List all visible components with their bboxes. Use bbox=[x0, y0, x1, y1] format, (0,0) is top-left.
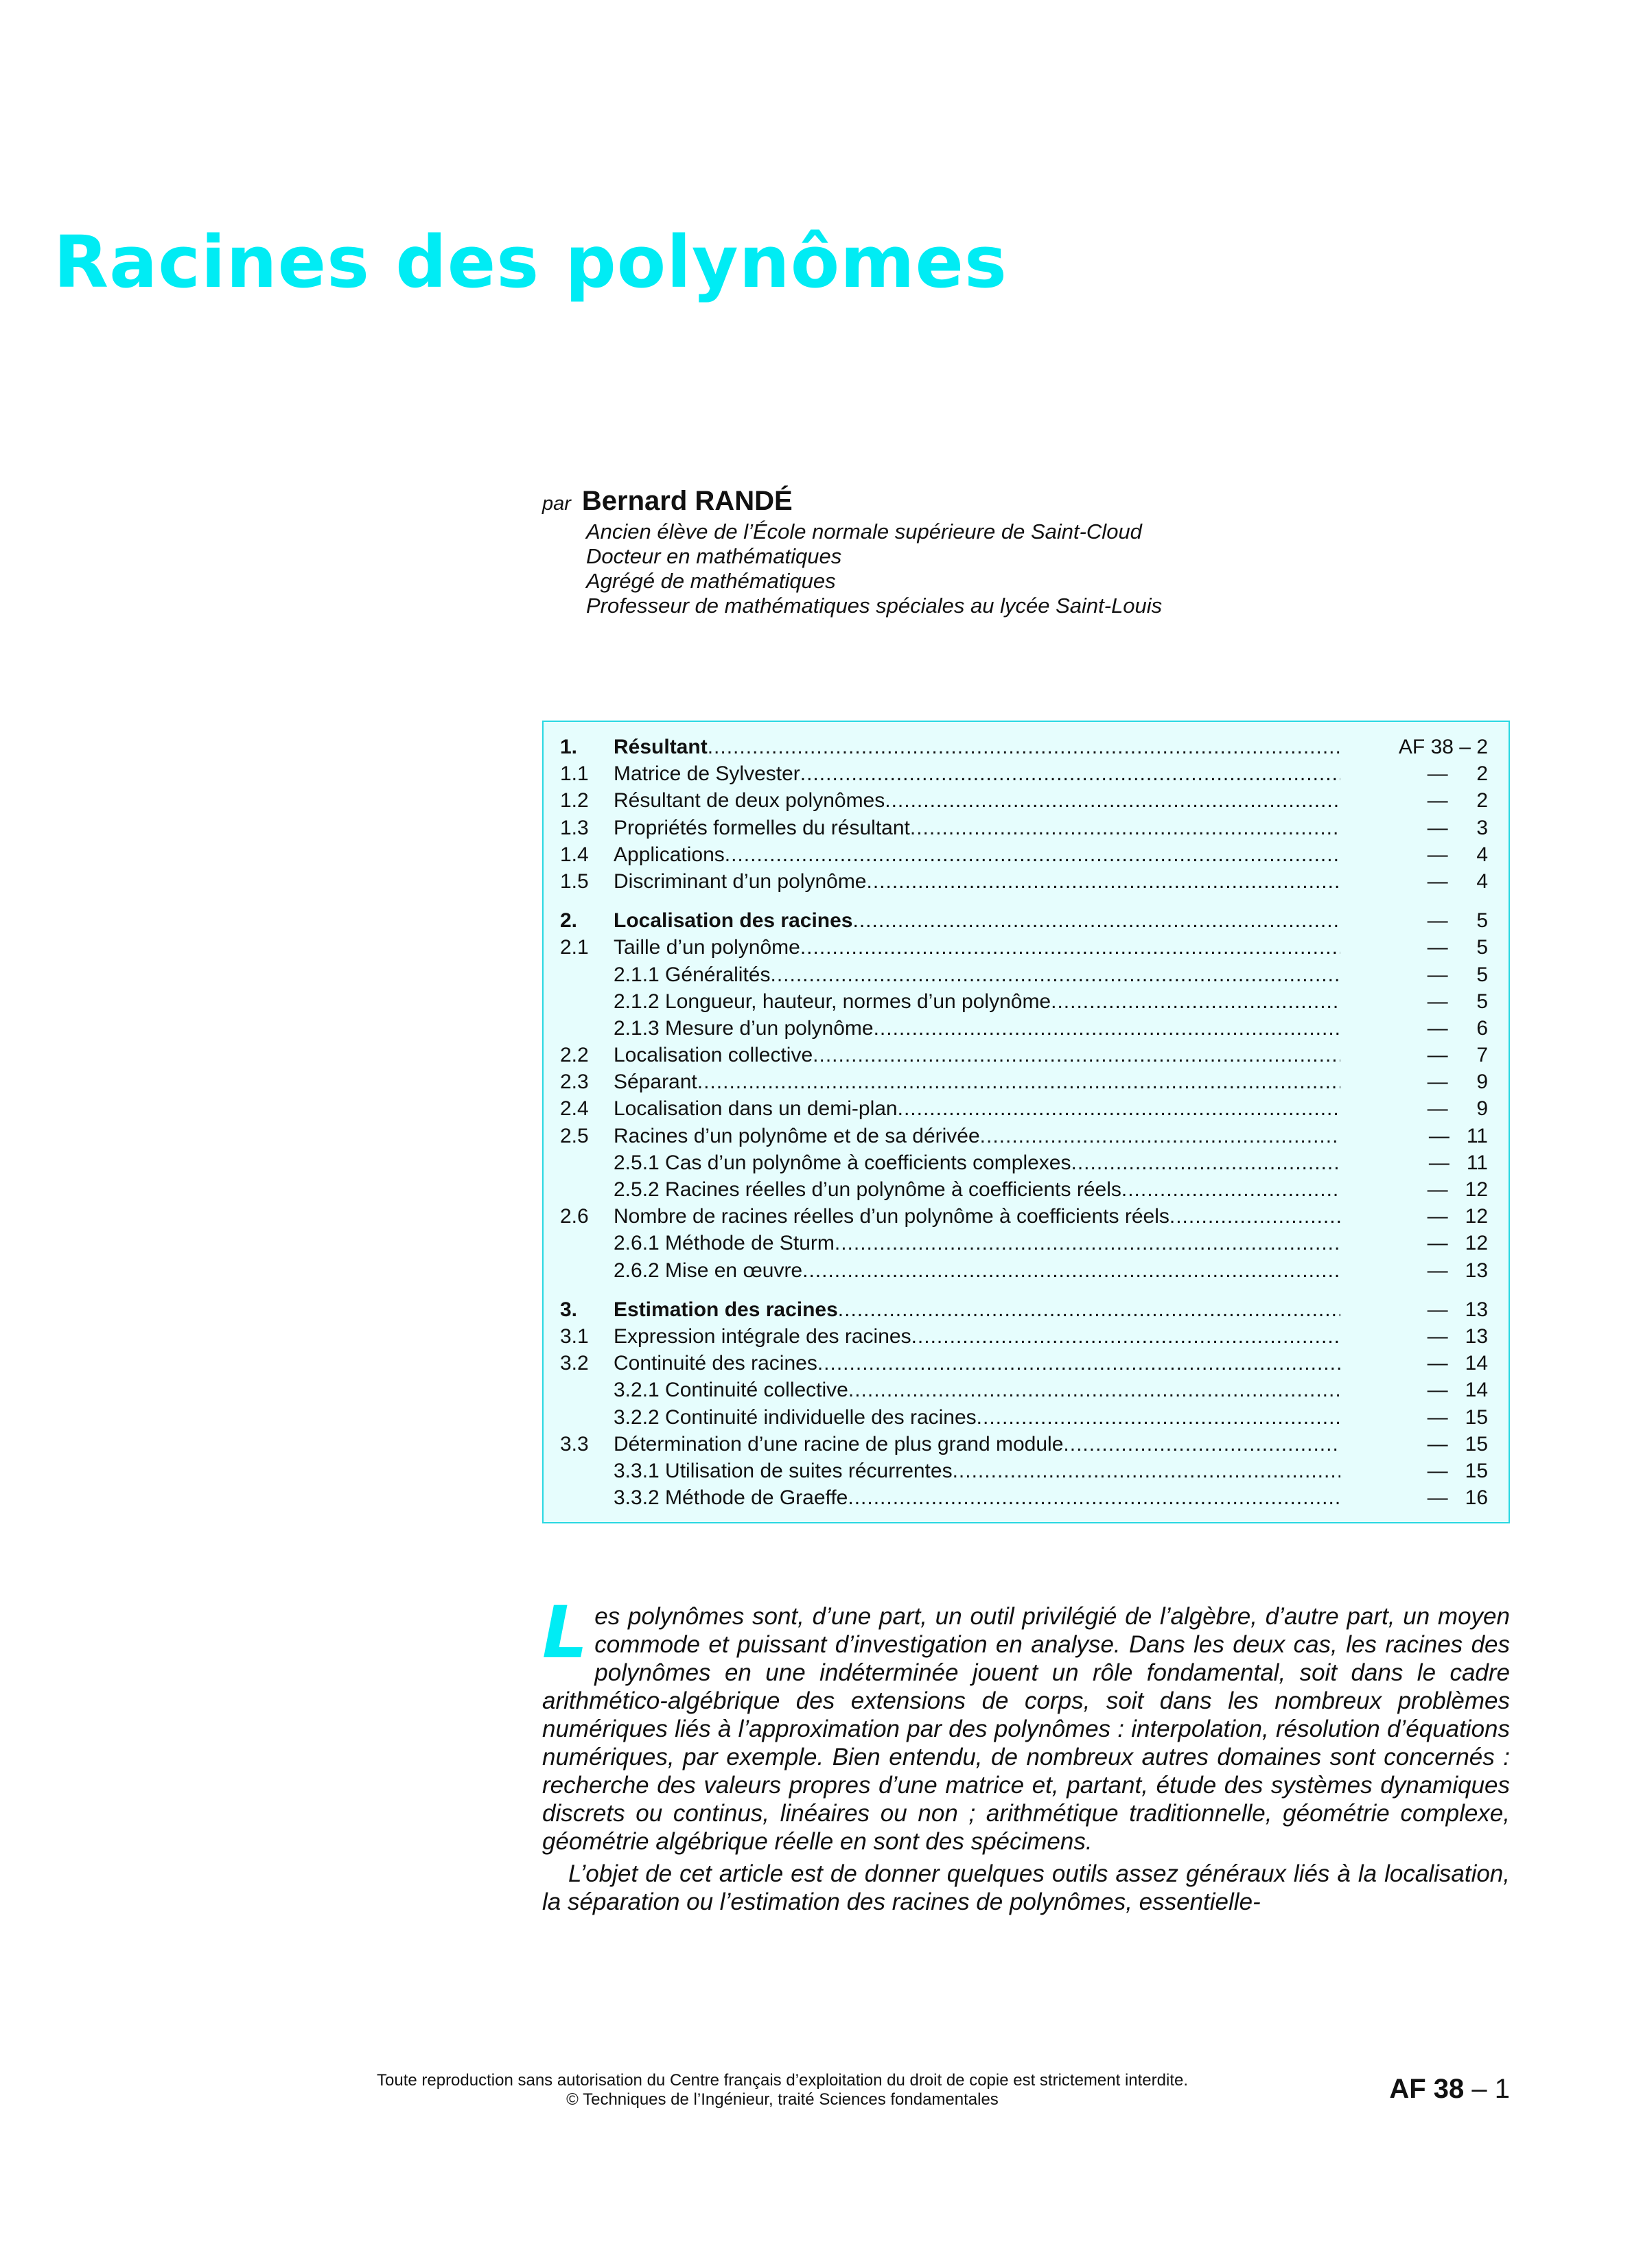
toc-entry bbox=[614, 1379, 1340, 1402]
toc-entry bbox=[614, 1325, 1340, 1348]
toc-label: Racines d’un polynôme et de sa dérivée bbox=[614, 1124, 980, 1147]
toc-row bbox=[560, 1298, 1488, 1325]
toc-label: Discriminant d’un polynôme bbox=[614, 869, 867, 893]
toc-row bbox=[560, 1071, 1488, 1097]
toc-number: 1.5 bbox=[560, 869, 589, 893]
toc-entry bbox=[614, 1125, 1340, 1148]
footer-copyright: © Techniques de l’Ingénieur, traité Sciences fondamentales bbox=[566, 2090, 999, 2109]
toc-entry bbox=[614, 909, 1340, 933]
toc-page: — 4 bbox=[1427, 843, 1488, 866]
toc-number: 1. bbox=[560, 736, 578, 758]
toc-page: AF 38 – 2 bbox=[1398, 736, 1488, 758]
toc-row bbox=[560, 1406, 1488, 1433]
toc-label: Séparant bbox=[614, 1071, 697, 1094]
article-ref: AF 38 bbox=[1389, 2074, 1465, 2104]
toc-label: 2.1.2 Longueur, hauteur, normes d’un polynôme bbox=[614, 990, 1051, 1013]
toc-entry bbox=[614, 1097, 1340, 1121]
toc-label: Localisation des racines bbox=[614, 909, 853, 933]
toc-leader-dots bbox=[697, 1071, 1340, 1094]
toc-number: 3.2 bbox=[560, 1352, 589, 1375]
toc-label: Continuité des racines bbox=[614, 1352, 817, 1375]
toc-page: — 5 bbox=[1427, 990, 1488, 1013]
toc-label: 2.5.1 Cas d’un polynôme à coefficients complexes bbox=[614, 1151, 1071, 1174]
toc-page: — 9 bbox=[1427, 1097, 1488, 1121]
author-line bbox=[542, 486, 1162, 517]
toc-leader-dots bbox=[898, 1097, 1340, 1121]
toc-label: Résultant bbox=[614, 736, 708, 758]
toc-leader-dots bbox=[911, 1325, 1340, 1348]
toc-entry bbox=[614, 1232, 1340, 1255]
toc-row bbox=[560, 1044, 1488, 1071]
toc-leader-dots bbox=[838, 1298, 1340, 1322]
toc-leader-dots bbox=[848, 1486, 1340, 1510]
toc-label: Expression intégrale des racines bbox=[614, 1324, 911, 1348]
toc-page: — 15 bbox=[1427, 1459, 1488, 1482]
toc-label: 2.6.2 Mise en œuvre bbox=[614, 1259, 803, 1282]
toc-number: 2.1 bbox=[560, 936, 589, 959]
toc-leader-dots bbox=[800, 936, 1340, 959]
toc-page: — 2 bbox=[1427, 762, 1488, 786]
toc-row bbox=[560, 1232, 1488, 1259]
toc-row bbox=[560, 789, 1488, 816]
toc-leader-dots bbox=[1121, 1178, 1340, 1202]
toc-row bbox=[560, 1379, 1488, 1405]
toc-entry bbox=[614, 1178, 1340, 1202]
toc-page: — 3 bbox=[1427, 816, 1488, 839]
toc-page: — 5 bbox=[1427, 936, 1488, 959]
toc-page: — 15 bbox=[1427, 1432, 1488, 1456]
drop-cap: L bbox=[542, 1591, 588, 1674]
toc-label: 2.6.1 Méthode de Sturm bbox=[614, 1232, 835, 1255]
toc-row bbox=[560, 1097, 1488, 1124]
toc-row bbox=[560, 817, 1488, 843]
toc-entry bbox=[614, 990, 1340, 1014]
toc-number: 2.4 bbox=[560, 1097, 589, 1121]
toc-entry bbox=[614, 1486, 1340, 1510]
intro-paragraph-2: L’objet de cet article est de donner quelques outils assez généraux liés à la localisation, la séparation ou l’estimation des racines de polynômes, essentielle- bbox=[542, 1860, 1510, 1915]
toc-page: — 11 bbox=[1428, 1151, 1488, 1174]
affiliation: Ancien élève de l’École normale supérieure de Saint-Cloud bbox=[586, 519, 1142, 543]
toc-leader-dots bbox=[852, 909, 1340, 933]
toc-page: — 15 bbox=[1427, 1405, 1488, 1429]
toc-leader-dots bbox=[953, 1460, 1340, 1483]
toc-leader-dots bbox=[813, 1044, 1340, 1067]
toc-number: 2.6 bbox=[560, 1205, 589, 1228]
toc-number: 2.3 bbox=[560, 1071, 589, 1094]
toc-leader-dots bbox=[874, 1017, 1340, 1040]
toc-label: Détermination d’une racine de plus grand module bbox=[614, 1432, 1064, 1456]
toc-row bbox=[560, 736, 1488, 762]
toc-label: Résultant de deux polynômes bbox=[614, 789, 885, 812]
toc-entry bbox=[614, 870, 1340, 893]
toc-page: — 5 bbox=[1427, 963, 1488, 986]
page-title: Racines des polynômes bbox=[54, 220, 1008, 304]
author-prefix: par bbox=[542, 493, 571, 515]
affiliation: Professeur de mathématiques spéciales au lycée Saint-Louis bbox=[586, 594, 1163, 618]
toc-page: — 9 bbox=[1427, 1071, 1488, 1094]
toc-row bbox=[560, 1486, 1488, 1513]
toc-row bbox=[560, 1460, 1488, 1486]
toc-page: — 12 bbox=[1427, 1178, 1488, 1201]
toc-entry bbox=[614, 1406, 1340, 1429]
toc-row bbox=[560, 870, 1488, 897]
toc-label: 3.3.1 Utilisation de suites récurrentes bbox=[614, 1459, 953, 1482]
toc-row bbox=[560, 909, 1488, 936]
toc-label: 2.1.1 Généralités bbox=[614, 963, 771, 986]
toc-label: Taille d’un polynôme bbox=[614, 936, 800, 959]
toc-leader-dots bbox=[1071, 1151, 1341, 1175]
toc-label: Applications bbox=[614, 843, 725, 866]
toc-row bbox=[560, 990, 1488, 1017]
toc-label: 2.1.3 Mesure d’un polynôme bbox=[614, 1016, 874, 1040]
page-reference bbox=[1389, 2074, 1510, 2105]
toc-label: 2.5.2 Racines réelles d’un polynôme à coefficients réels bbox=[614, 1178, 1121, 1201]
toc-leader-dots bbox=[708, 736, 1340, 759]
toc-page: — 11 bbox=[1428, 1124, 1488, 1147]
toc-label: 3.2.1 Continuité collective bbox=[614, 1379, 848, 1402]
toc-page: — 5 bbox=[1427, 909, 1488, 933]
toc-leader-dots bbox=[800, 762, 1340, 786]
toc-row bbox=[560, 1178, 1488, 1205]
toc-number: 3. bbox=[560, 1298, 578, 1321]
toc-label: Matrice de Sylvester bbox=[614, 762, 800, 786]
toc-entry bbox=[614, 1259, 1340, 1283]
intro-paragraph-1 bbox=[542, 1591, 1510, 1856]
toc-row bbox=[560, 1151, 1488, 1178]
toc-entry bbox=[614, 963, 1340, 987]
toc-number: 1.4 bbox=[560, 843, 589, 866]
toc-page: — 2 bbox=[1427, 789, 1488, 812]
toc-label: 3.2.2 Continuité individuelle des racines bbox=[614, 1405, 977, 1429]
toc-row bbox=[560, 963, 1488, 990]
toc-label: Localisation dans un demi-plan bbox=[614, 1097, 898, 1121]
toc-leader-dots bbox=[867, 870, 1341, 893]
toc-entry bbox=[614, 1071, 1340, 1094]
toc-page: — 16 bbox=[1427, 1486, 1488, 1510]
toc-leader-dots bbox=[977, 1406, 1340, 1429]
toc-page: — 12 bbox=[1427, 1232, 1488, 1255]
toc-entry bbox=[614, 1352, 1340, 1375]
toc-number: 3.3 bbox=[560, 1432, 589, 1456]
page-number: – 1 bbox=[1471, 2074, 1510, 2104]
toc-entry bbox=[614, 1044, 1340, 1067]
author-name: Bernard RANDÉ bbox=[581, 486, 793, 516]
toc-entry bbox=[614, 789, 1340, 812]
toc-entry bbox=[614, 762, 1340, 786]
toc-number: 2.5 bbox=[560, 1124, 589, 1147]
intro-text-1: es polynômes sont, d’une part, un outil privilégié de l’algèbre, d’autre part, un moyen commode et puissant d’investigation en analyse. Dans les deux cas, les racines des polynômes en une indéterminée jouent un rôle fondamental, soit dans le cadre arithmético-algébrique des extensions de corps, soit dans les nombreux problèmes numériques liés à l’approximation par des polynômes : interpolation, résolution d’équations numériques, par exemple. Bien entendu, de nombreux autres domaines sont concernés : recherche des valeurs propres d’une matrice et, partant, étude des systèmes dynamiques discrets ou continus, linéaires ou non ; arithmétique traditionnelle, géométrie complexe, géométrie algébrique réelle en sont des spécimens. bbox=[542, 1603, 1510, 1855]
toc-page: — 14 bbox=[1427, 1379, 1488, 1402]
toc-page: — 14 bbox=[1427, 1352, 1488, 1375]
introduction bbox=[542, 1591, 1510, 1916]
toc-leader-dots bbox=[910, 817, 1340, 840]
toc-leader-dots bbox=[1063, 1433, 1340, 1456]
footer-notice: Toute reproduction sans autorisation du Centre français d’exploitation du droit de copie est strictement interdite. bbox=[377, 2071, 1188, 2090]
toc-entry bbox=[614, 936, 1340, 959]
toc-leader-dots bbox=[1051, 990, 1340, 1014]
toc-entry bbox=[614, 1151, 1340, 1175]
toc-label: 3.3.2 Méthode de Graeffe bbox=[614, 1486, 848, 1510]
toc-leader-dots bbox=[817, 1352, 1340, 1375]
toc-row bbox=[560, 1352, 1488, 1379]
copyright-footer bbox=[275, 2071, 1290, 2109]
affiliation: Docteur en mathématiques bbox=[586, 544, 842, 568]
toc-label: Estimation des racines bbox=[614, 1298, 838, 1321]
toc-row bbox=[560, 1017, 1488, 1044]
toc-entry bbox=[614, 1460, 1340, 1483]
table-of-contents bbox=[542, 721, 1510, 1523]
toc-number: 1.3 bbox=[560, 816, 589, 839]
toc-label: Localisation collective bbox=[614, 1044, 813, 1067]
toc-entry bbox=[614, 817, 1340, 840]
toc-row bbox=[560, 843, 1488, 870]
affiliation: Agrégé de mathématiques bbox=[586, 569, 836, 593]
toc-page: — 4 bbox=[1427, 869, 1488, 893]
toc-entry bbox=[614, 1205, 1340, 1228]
affiliation-list bbox=[586, 519, 1162, 618]
toc-leader-dots bbox=[770, 963, 1340, 987]
toc-leader-dots bbox=[1169, 1205, 1340, 1228]
toc-number: 1.1 bbox=[560, 762, 589, 786]
toc-leader-dots bbox=[848, 1379, 1340, 1402]
toc-entry bbox=[614, 1433, 1340, 1456]
toc-label: Nombre de racines réelles d’un polynôme à coefficients réels bbox=[614, 1205, 1169, 1228]
toc-row bbox=[560, 936, 1488, 963]
toc-entry bbox=[614, 1298, 1340, 1322]
toc-page: — 12 bbox=[1427, 1205, 1488, 1228]
toc-number: 1.2 bbox=[560, 789, 589, 812]
toc-row bbox=[560, 1325, 1488, 1352]
toc-row bbox=[560, 1433, 1488, 1460]
toc-row bbox=[560, 1125, 1488, 1151]
toc-leader-dots bbox=[885, 789, 1340, 812]
author-block bbox=[542, 486, 1162, 618]
toc-leader-dots bbox=[835, 1232, 1340, 1255]
toc-entry bbox=[614, 843, 1340, 867]
toc-page: — 13 bbox=[1427, 1324, 1488, 1348]
toc-row bbox=[560, 762, 1488, 789]
toc-page: — 7 bbox=[1427, 1044, 1488, 1067]
toc-entry bbox=[614, 1017, 1340, 1040]
toc-page: — 13 bbox=[1427, 1298, 1488, 1321]
toc-number: 2.2 bbox=[560, 1044, 589, 1067]
toc-label: Propriétés formelles du résultant bbox=[614, 816, 910, 839]
toc-leader-dots bbox=[980, 1125, 1340, 1148]
toc-row bbox=[560, 1205, 1488, 1232]
toc-number: 2. bbox=[560, 909, 578, 933]
toc-page: — 6 bbox=[1427, 1016, 1488, 1040]
toc-entry bbox=[614, 736, 1340, 759]
toc-page: — 13 bbox=[1427, 1259, 1488, 1282]
toc-number: 3.1 bbox=[560, 1324, 589, 1348]
toc-row bbox=[560, 1259, 1488, 1286]
toc-leader-dots bbox=[725, 843, 1340, 867]
toc-leader-dots bbox=[802, 1259, 1340, 1283]
